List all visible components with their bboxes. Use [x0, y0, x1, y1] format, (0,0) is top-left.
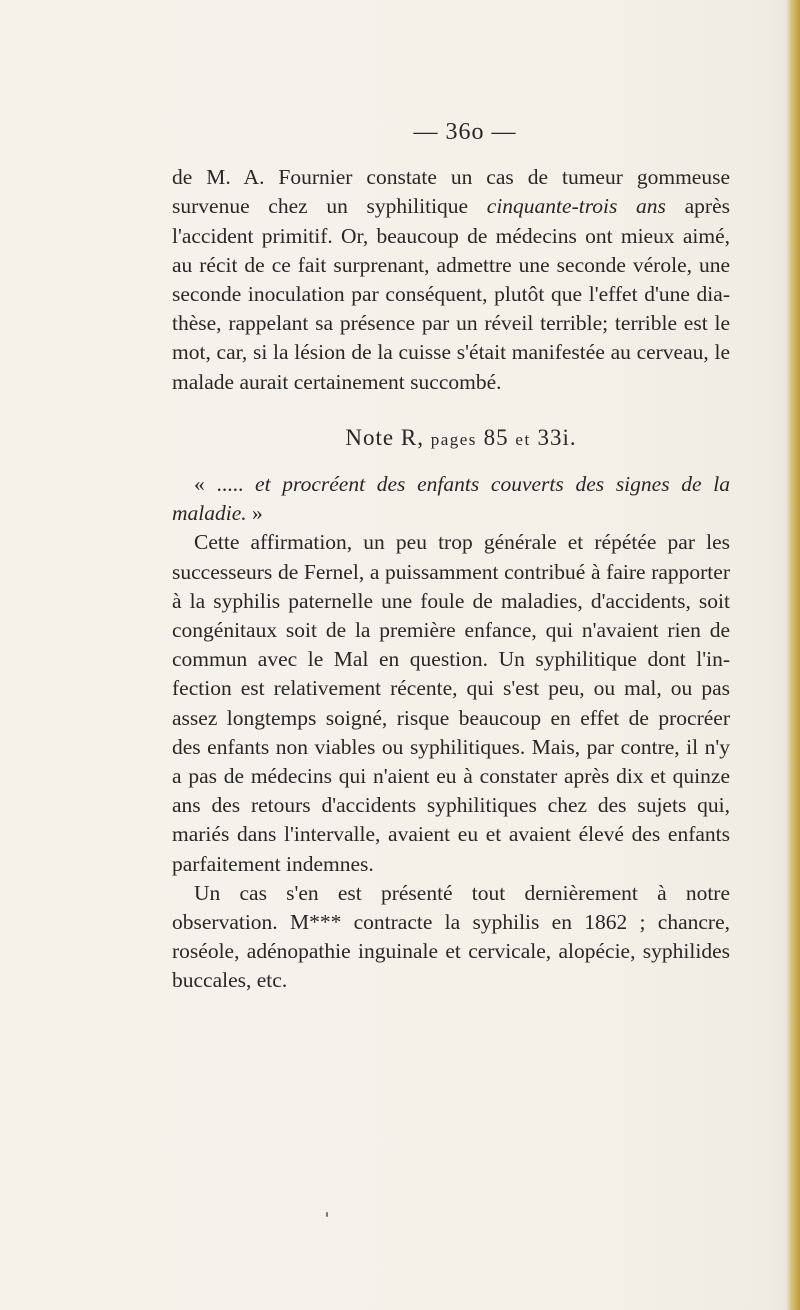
paragraph-1-text-end: après l'accident primitif. Or, beaucoup de médecins ont mieux aimé, au récit de ce fait surprenant, admettre une seconde vérole, une seconde inoculation par conséquent, plutôt que l'effet d'une diathèse, rappelant sa présence par un réveil terrible; terrible est le mot, car, si la lésion de la cuisse s'était manifestée au cerveau, le malade aurait certainement succombé.: [172, 194, 730, 394]
ink-speck: [326, 1212, 328, 1217]
et-label: et: [515, 429, 531, 449]
quote-line: [172, 470, 730, 528]
page-ref-2: 33i.: [537, 424, 577, 450]
page-edge-shadow: [786, 0, 800, 1310]
quote-close: »: [246, 501, 263, 526]
quote-open: « .....: [194, 472, 256, 497]
text-column: [172, 118, 730, 996]
paragraph-continuation: [172, 163, 730, 397]
note-label: Note R,: [345, 424, 424, 450]
page-number: — 36o —: [413, 119, 517, 145]
note-heading: [192, 423, 730, 454]
page-ref-1: 85: [483, 424, 509, 450]
paragraph-1-text: de M. A. Fournier constate un cas de tumeur gommeuse survenue chez un syphilitique: [172, 165, 730, 219]
paragraph-2: Cette affirmation, un peu trop générale et répétée par les successeurs de Fernel, a puissamment contribué à faire rapporter à la syphilis paternelle une foule de maladies, d'accidents, soit congénitaux soit de la première enfance, qui n'avaient rien de commun avec le Mal en question. Un syphilitique dont l'infection est relativement récente, qui s'est peu, ou mal, ou pas assez longtemps soigné, risque beaucoup en effet de procréer des enfants non viables ou syphilitiques. Mais, par contre, il n'y a pas de médecins qui n'aient eu à constater après dix et quinze ans des retours d'accidents syphilitiques chez des sujets qui, mariés dans l'intervalle, avaient eu et avaient élevé des enfants parfaitement indemnes.: [172, 530, 730, 876]
paragraph-3: Un cas s'en est présenté tout dernièrement à notre observation. M*** contracte la syphilis en 1862 ; chancre, roséole, adénopathie inguinale et cervicale, alopécie, syphilides buccales, etc.: [172, 880, 730, 993]
pages-label: pages: [430, 429, 477, 449]
quote-italic-text: et procréent des enfants couverts des signes de la maladie.: [172, 472, 730, 526]
paragraph-1-italic: cinquante-trois ans: [486, 194, 666, 219]
